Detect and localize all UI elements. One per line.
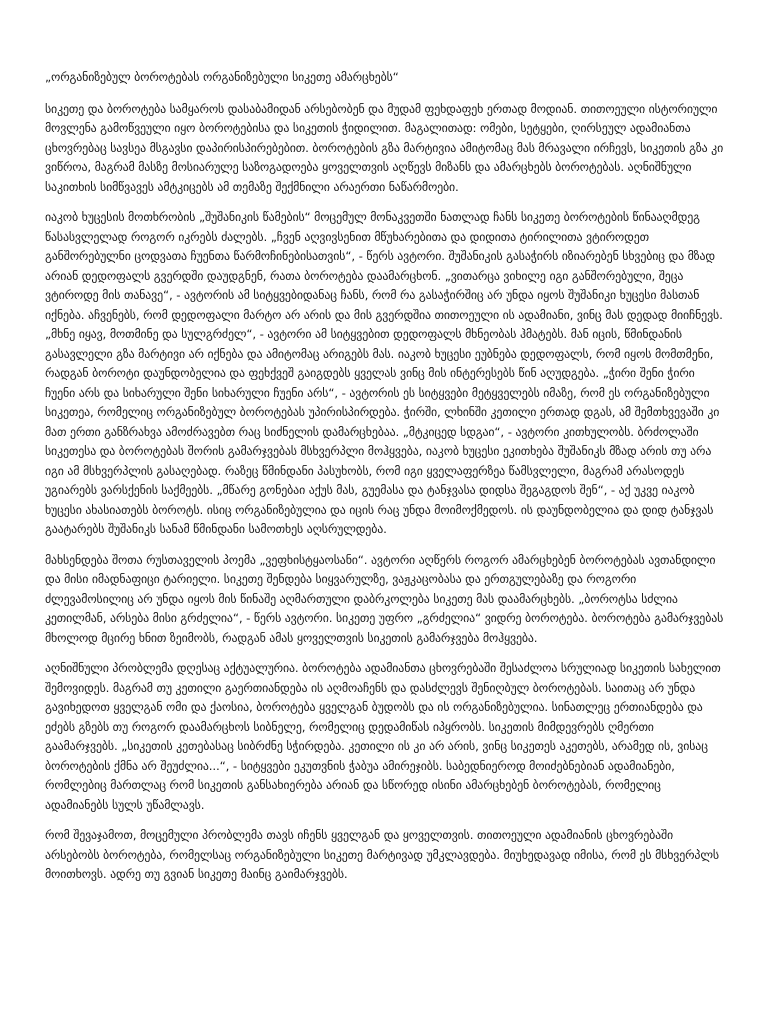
paragraph-vepkhistkaosani: მახსენდება შოთა რუსთაველის პოემა „ვეფხისტყაოსანი“. ავტორი აღწერს როგორ ამარცხებენ ბოროტებას ავთანდილი და მისი იმადნაფიცი ტარიელი. სიკეთე შენდება სიყვარულზე, ვაჟკაცობასა და ერთგულებაზე და როგორი ძლევამოსილიც არ უნდა იყოს მის წინაშე აღმართული დაბრკოლება სიკეთე მას დაამარცხებს. „ბოროტსა სძლია კეთილმან, არსება მისი გრძელია“, - წერს ავტორი. სიკეთე უფრო „გრძელია“ ვიდრე ბოროტება. ბოროტება გამარჯვებას მხოლოდ მცირე ხნით ზეიმობს, რადგან ამას ყოველთვის სიკეთის გამარჯვება მოჰყვება. — [45, 552, 724, 645]
document-page — [45, 68, 725, 896]
essay-title: „ორგანიზებულ ბოროტებას ორგანიზებული სიკეთე ამარცხებს“ — [45, 70, 399, 84]
paragraph-modern: აღნიშნული პრობლემა დღესაც აქტუალურია. ბოროტება ადამიანთა ცხოვრებაში შესაძლოა სრულიად სიკეთის სახელით შემოვიდეს. მაგრამ თუ კეთილი გაერთიანდება ის აღმოაჩენს და დასძლევს შენიღბულ ბოროტებას. საითაც არ უნდა გავიხედოთ ყველგან ომი და ქაოსია, ბოროტება ყველგან ბუდობს და ის ორგანიზებულია. სინათლეც ერთიანდება და ეძებს გზებს თუ როგორ დაამარცხოს სიბნელე, რომელიც დედამიწას იპყრობს. სიკეთის მიმდევრებს ღმერთი გაამარჯვებს. „სიკეთის კეთებასაც სიბრძნე სჭირდება. კეთილი ის კი არ არის, ვინც სიკეთეს აკეთებს, არამედ ის, ვისაც ბოროტების ქმნა არ შეუძლია...“, - სიტყვები ეკუთვნის ჭაბუა ამირეჯიბს. საბედნიეროდ მოიძებნებიან ადამიანები, რომლებიც მართლაც რომ სიკეთის განსახიერება არიან და სწორედ ისინი ამარცხებენ ბოროტებას, რომელიც ადამიანებს სულს უწამლავს. — [45, 661, 721, 812]
paragraph-shushaniki: იაკობ ხუცესის მოთხრობის „შუშანიკის წამების“ მოცემულ მონაკვეთში ნათლად ჩანს სიკეთე ბოროტების წინააღმდეგ წასასვლელად როგორ იკრებს ძალებს. „ჩვენ აღვივსენით მწუხარებითა და დიდითა ტირილითა ვტიროდეთ განშორებულნი ცოდვათა ჩუენთა წარმოჩინებისათვის“, - წერს ავტორი. შუშანიკის გასაჭირს იზიარებენ სხვებიც და მზად არიან დედოფალს გვერდში დაუდგნენ, რათა ბოროტება დაამარცხონ. „ვითარცა ვიხილე იგი განშორებული, შეცა ვტიროდე მის თანავე“, - ავტორის ამ სიტყვებიდანაც ჩანს, რომ რა გასაჭირშიც არ უნდა იყოს შუშანიკი ხუცესი მასთან იქნება. აჩვენებს, რომ დედოფალი მარტო არ არის და მის გვერდშია თითოეული ის ადამიანი, ვინც მას დედად მიიჩნევს. „მხნე იყავ, მოთმინე და სულგრძელ“, - ავტორი ამ სიტყვებით დედოფალს მხნეობას ჰმატებს. მან იცის, წმინდანის გასავლელი გზა მარტივი არ იქნება და ამიტომაც არიგებს მას. იაკობ ხუცესი ეუბნება დედოფალს, რომ იყოს მომთმენი, რადგან ბოროტი დაუნდობელია და ფეხქვეშ გაიგდებს ყველას ვინც მის ინტერესებს წინ აღუდგება. „ჭირი შენი ჭირი ჩუენი არს და სიხარული შენი სიხარული ჩუენი არს“, - ავტორის ეს სიტყვები მეტყველებს იმაზე, რომ ეს ორგანიზებული სიკეთეა, რომელიც ორგანიზებულ ბოროტებას უპირისპირდება. ჭირში, ლხინში კეთილი ერთად დგას, ამ შემთხვევაში კი მათ ერთი განზრახვა ამოძრავებთ რაც სიძნელის დამარცხებაა. „მტკიცედ სდგაი“, - ავტორი კითხულობს. ბრძოლაში სიკეთესა და ბოროტებას შორის გამარჯვებას მსხვერპლი მოჰყვება, იაკობ ხუცესი ეკითხება შუშანიკს მზად არის თუ არა იგი ამ მსხვერპლის გასაღებად. რაზეც წმინდანი პასუხობს, რომ იგი ყველაფერზეა წამსვლელი, მაგრამ არასოდეს უგიარებს ვარსქენის საქმეებს. „მწარე გონებაი აქუს მას, გუემასა და ტანჯვასა დიდსა შეგაგდოს შენ“, - აქ უკვე იაკობ ხუცესი ახასიათებს ბოროტს. ისიც ორგანიზებულია და იცის რაც უნდა მოიმოქმედოს. ის დაუნდობელია და დიდ ტანჯვას გაატარებს შუშანიკს სანამ წმინდანი სამოთხეს აღსრულდება. — [45, 210, 723, 536]
paragraph-intro: სიკეთე და ბოროტება სამყაროს დასაბამიდან არსებობენ და მუდამ ფეხდაფეხ ერთად მოდიან. თითოეული ისტორიული მოვლენა გამოწვეული იყო ბოროტებისა და სიკეთის ჭიდილით. მაგალითად: ომები, სეტყები, ღირსეულ ადამიანთა ცხოვრებაც სავსეა მსგავსი დაპირისპირებებით. ბოროტების გზა მარტივია ამიტომაც მას მრავალი ირჩევს, სიკეთის გზა კი ვიწროა, მაგრამ მასზე მოსიარულე საზოგადოება ყოველთვის აღწევს მიზანს და ამარცხებს ბოროტებას. აღნიშნული საკითხის სიმწვავეს ამტკიცებს ამ თემაზე შექმნილი არაერთი ნაწარმოები. — [45, 101, 724, 194]
paragraph-conclusion: რომ შევაჯამოთ, მოცემული პრობლემა თავს იჩენს ყველგან და ყოველთვის. თითოეული ადამიანის ცხოვრებაში არსებობს ბოროტება, რომელსაც ორგანიზებული სიკეთე მარტივად უმკლავდება. მიუხედავად იმისა, რომ ეს მსხვერპლს მოითხოვს. ადრე თუ გვიან სიკეთე მაინც გაიმარჯვებს. — [45, 828, 719, 881]
